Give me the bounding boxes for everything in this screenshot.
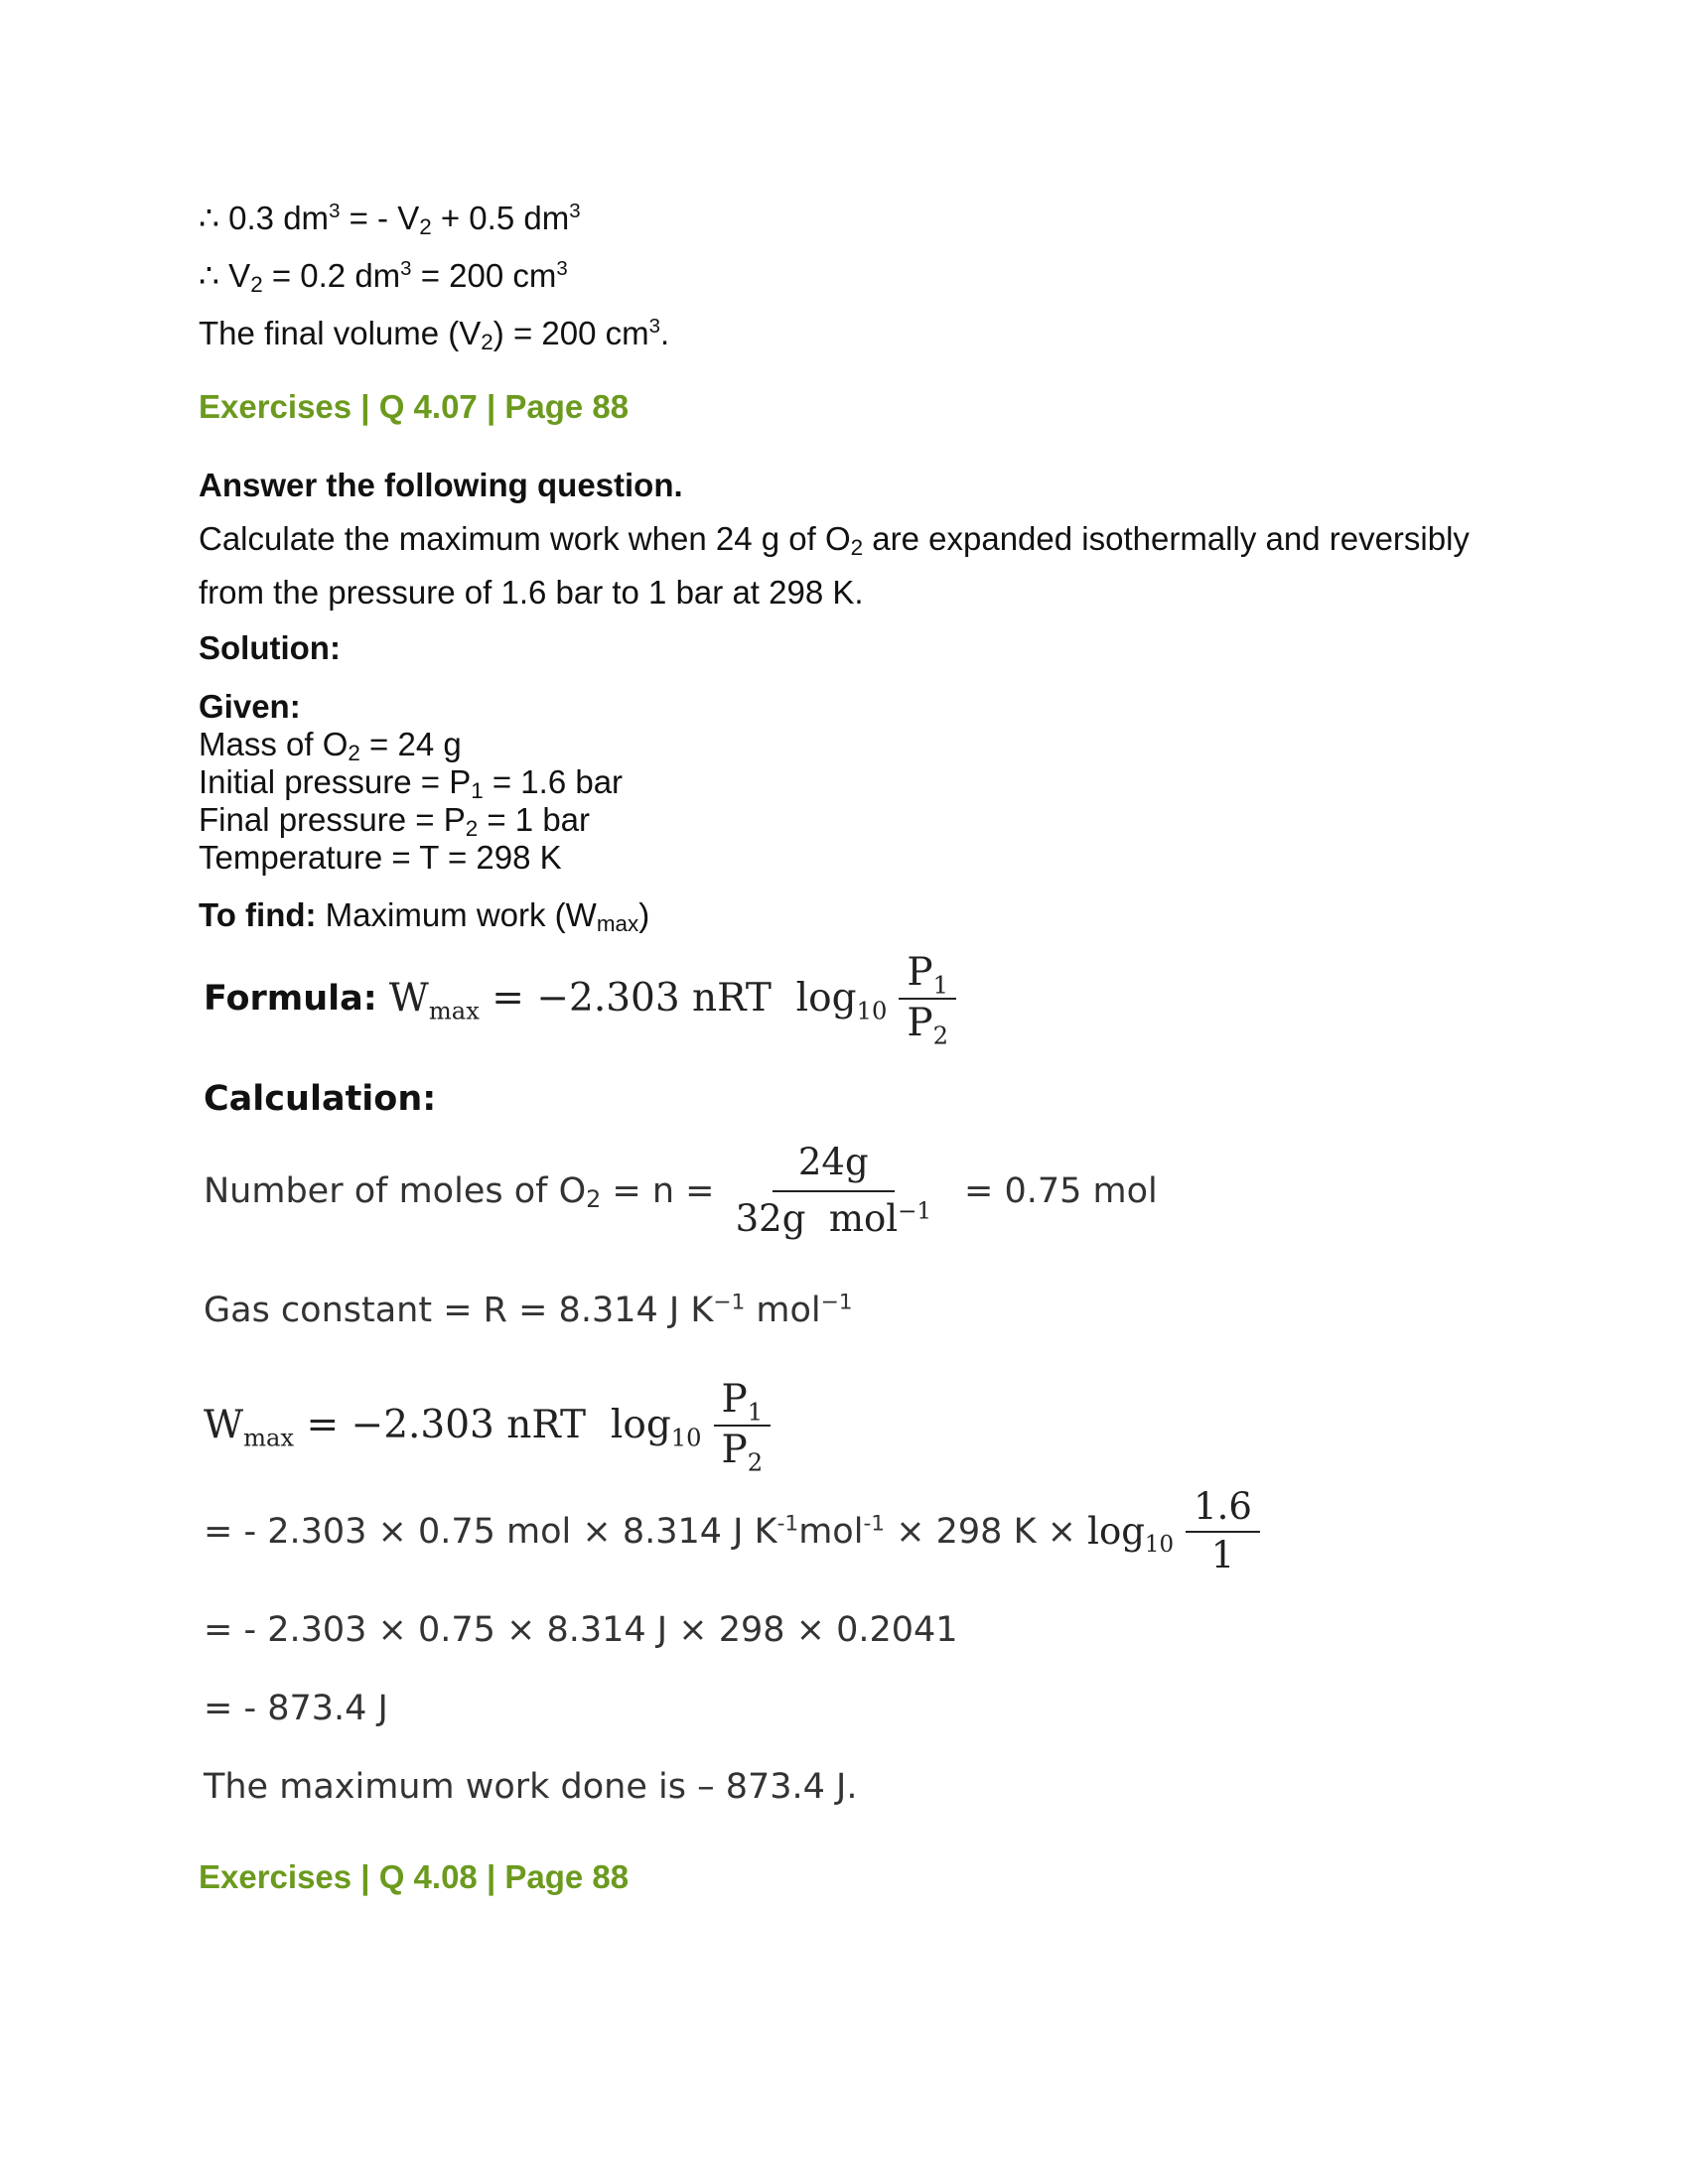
wmax-equation: $W_{max} = -2.303$ nRT $\log_{10}$ $\frac{P_1}{P_2}$: [204, 1378, 782, 1473]
calculation-step-2: = - 2.303 × 0.75 × 8.314 J × 298 × 0.2041: [204, 1610, 958, 1650]
moles-fraction: $\frac{24g}{32g mol^{-1}}$: [735, 1141, 931, 1240]
question-text-line-2: from the pressure of 1.6 bar to 1 bar at 298 K.: [199, 574, 864, 611]
exercise-heading-q407[interactable]: Exercises | Q 4.07 | Page 88: [199, 388, 630, 425]
question-prompt: Answer the following question.: [199, 467, 683, 503]
exercise-heading-q408[interactable]: Exercises | Q 4.08 | Page 88: [199, 1858, 630, 1895]
given-final-pressure: Final pressure = $P_2 = 1$ bar: [199, 801, 591, 841]
formula-line: Formula: $W_{max} = -2.303$ nRT $\log_{10}$ $\frac{P_1}{P_2}$: [204, 951, 968, 1046]
formula-fraction: $\frac{P_1}{P_2}$: [899, 951, 956, 1046]
question-text-line-1: Calculate the maximum work when 24 g of $O_2$ are expanded isothermally and reversibly: [199, 520, 1470, 560]
step1-fraction: $\frac{1.6}{1}$: [1186, 1486, 1260, 1576]
given-temperature: Temperature = T = 298 K: [199, 839, 562, 876]
calculation-step-3: = - 873.4 J: [204, 1689, 388, 1728]
calculation-label: Calculation:: [204, 1079, 437, 1119]
given-mass: Mass of $O_2 = 24$ g: [199, 726, 462, 765]
final-volume-line: The final volume $(V_2) = 200$ $cm^3$.: [199, 315, 670, 354]
given-label: Given:: [199, 688, 301, 725]
wmax-fraction: $\frac{P_1}{P_2}$: [714, 1378, 772, 1473]
conclusion-text: The maximum work done is – 873.4 J.: [204, 1767, 858, 1807]
gas-constant-line: Gas constant = R = 8.314 J $K^{-1}$ mol$^{-1}$: [204, 1290, 853, 1330]
carryover-line-1: ∴ 0.3 $dm^3$ = - $V_2 + 0.5$ $dm^3$: [199, 200, 581, 239]
to-find-line: To find: Maximum work $(W_{max})$: [199, 896, 650, 936]
given-initial-pressure: Initial pressure = $P_1 = 1.6$ bar: [199, 763, 624, 803]
moles-line: Number of moles of $O_2 = n$ = $\frac{24g}{32g mol^{-1}}$ = 0.75 mol: [204, 1141, 1158, 1240]
formula-expression: $W_{max} = -2.303$ nRT $\log_{10}$: [388, 976, 888, 1025]
calculation-step-1: = - 2.303 × 0.75 mol × 8.314 J $K^{-1}mol^{-1} \times 298$ K × $\log_{10}$ $\frac{1.6}{1}$: [204, 1486, 1272, 1576]
solution-label: Solution:: [199, 629, 341, 666]
carryover-line-2: ∴ $V_2 = 0.2$ $dm^3 = 200$ $cm^3$: [199, 257, 568, 297]
